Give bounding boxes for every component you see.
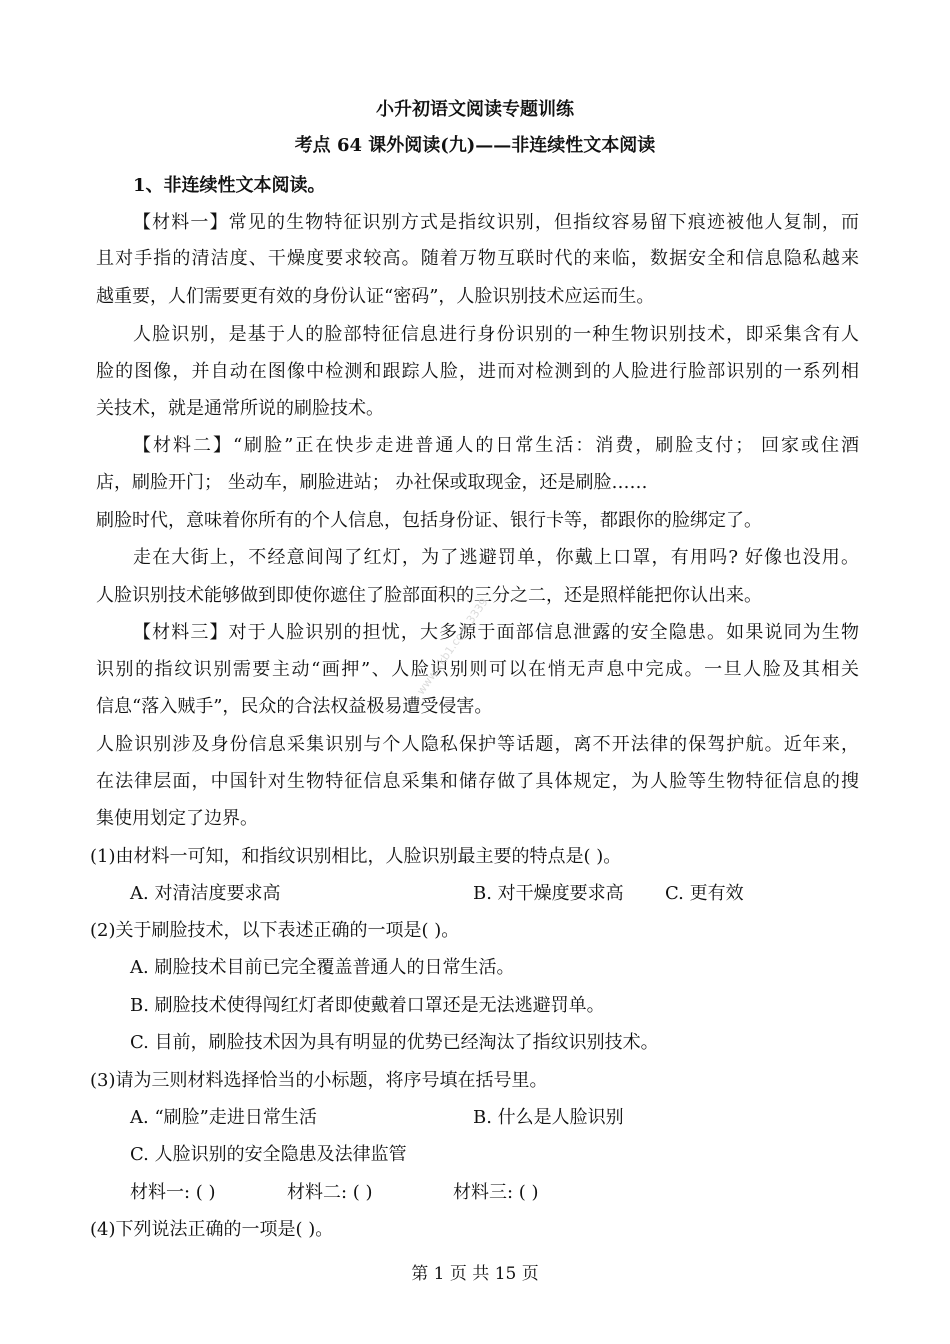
material3-line: 在法律层面，中国针对生物特征信息采集和储存做了具体规定，为人脸等生物特征信息的搜: [96, 771, 859, 792]
question-3-blank-material1[interactable]: 材料一: ( ): [130, 1182, 216, 1203]
question-3-blank-material3[interactable]: 材料三: ( ): [453, 1182, 539, 1203]
material1-line: 【材料一】常见的生物特征识别方式是指纹识别，但指纹容易留下痕迹被他人复制，而: [133, 212, 859, 233]
question-1-option-c[interactable]: C. 更有效: [665, 883, 744, 904]
question-3-option-b: B. 什么是人脸识别: [473, 1107, 624, 1128]
question-3-stem: (3)请为三则材料选择恰当的小标题，将序号填在括号里。: [90, 1070, 548, 1091]
material1-line: 越重要，人们需要更有效的身份认证“密码”，人脸识别技术应运而生。: [96, 286, 655, 307]
material3-line: 【材料三】对于人脸识别的担忧，大多源于面部信息泄露的安全隐患。如果说同为生物: [133, 622, 859, 643]
material2-line: 刷脸时代，意味着你所有的个人信息，包括身份证、银行卡等，都跟你的脸绑定了。: [96, 510, 762, 531]
question-1-stem: (1)由材料一可知，和指纹识别相比，人脸识别最主要的特点是( )。: [90, 846, 622, 867]
material2-line: 走在大街上，不经意间闯了红灯，为了逃避罚单，你戴上口罩，有用吗? 好像也没用。: [133, 547, 859, 568]
question-2-option-b[interactable]: B. 刷脸技术使得闯红灯者即使戴着口罩还是无法逃避罚单。: [130, 995, 605, 1016]
question-2-stem: (2)关于刷脸技术，以下表述正确的一项是( )。: [90, 920, 460, 941]
question-2-option-c[interactable]: C. 目前，刷脸技术因为具有明显的优势已经淘汰了指纹识别技术。: [130, 1032, 659, 1053]
material1-line: 关技术，就是通常所说的刷脸技术。: [96, 398, 384, 419]
material1-line: 脸的图像，并自动在图像中检测和跟踪人脸，进而对检测到的人脸进行脸部识别的一系列相: [96, 361, 859, 382]
question-3-option-c: C. 人脸识别的安全隐患及法律监管: [130, 1144, 407, 1165]
page-number-footer: 第 1 页 共 15 页: [411, 1264, 539, 1284]
question-3-option-a: A. “刷脸”走进日常生活: [130, 1107, 317, 1128]
question-3-blank-material2[interactable]: 材料二: ( ): [287, 1182, 373, 1203]
watermark: www.xkb1.com 3339: [414, 595, 491, 698]
material3-line: 信息“落入贼手”，民众的合法权益极易遭受侵害。: [96, 696, 493, 717]
question-2-option-a[interactable]: A. 刷脸技术目前已完全覆盖普通人的日常生活。: [130, 957, 515, 978]
question-1-option-a[interactable]: A. 对清洁度要求高: [130, 883, 281, 904]
question-1-option-b[interactable]: B. 对干燥度要求高: [473, 883, 624, 904]
material3-line: 人脸识别涉及身份信息采集识别与个人隐私保护等话题，离不开法律的保驾护航。近年来，: [96, 734, 859, 755]
material3-line: 集使用划定了边界。: [96, 808, 258, 829]
question-4-stem: (4)下列说法正确的一项是( )。: [90, 1219, 334, 1240]
material2-line: 店，刷脸开门； 坐动车，刷脸进站； 办社保或取现金，还是刷脸……: [96, 472, 648, 493]
material2-line: 人脸识别技术能够做到即使你遮住了脸部面积的三分之二，还是照样能把你认出来。: [96, 585, 762, 606]
page-title: 小升初语文阅读专题训练: [376, 99, 574, 120]
page-subtitle: 考点 64 课外阅读(九)——非连续性文本阅读: [294, 135, 656, 156]
material1-line: 人脸识别，是基于人的脸部特征信息进行身份识别的一种生物识别技术，即采集含有人: [133, 324, 859, 345]
material3-line: 识别的指纹识别需要主动“画押”、人脸识别则可以在悄无声息中完成。一旦人脸及其相关: [96, 659, 859, 680]
material1-line: 且对手指的清洁度、干燥度要求较高。随着万物互联时代的来临，数据安全和信息隐私越来: [96, 248, 859, 269]
section-heading: 1、非连续性文本阅读。: [133, 175, 326, 196]
material2-line: 【材料二】“刷脸”正在快步走进普通人的日常生活：消费，刷脸支付； 回家或住酒: [133, 435, 859, 456]
